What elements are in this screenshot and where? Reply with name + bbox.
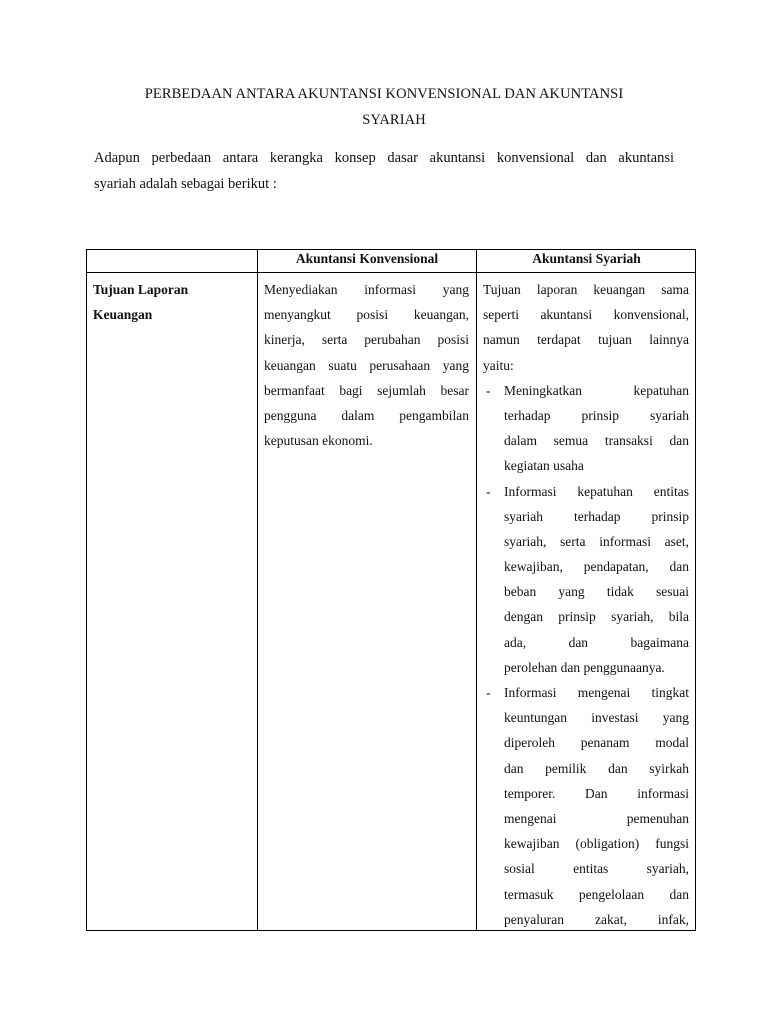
bullet-text-line: Informasi mengenai tingkat <box>504 685 689 700</box>
bullet-dash: - <box>486 685 491 700</box>
intro-paragraph-line-2: syariah adalah sebagai berikut : <box>94 176 277 192</box>
bullet-text-line: dengan prinsip syariah, bila <box>504 609 689 625</box>
bullet-text-line: keuntungan investasi yang <box>504 710 689 726</box>
cell-syariah <box>483 277 689 932</box>
bullet-text-line: syariah terhadap prinsip <box>504 508 689 524</box>
bullet-text-line: terhadap prinsip syariah <box>504 407 689 423</box>
cell-text-line: Tujuan laporan keuangan sama <box>483 282 689 297</box>
document-title-line-1: PERBEDAAN ANTARA AKUNTANSI KONVENSIONAL DAN AKUNTANSI <box>144 86 624 102</box>
bullet-text-line: temporer. Dan informasi <box>504 785 689 801</box>
cell-text-line: keuangan suatu perusahaan yang <box>264 357 469 373</box>
cell-text-line: namun terdapat tujuan lainnya <box>483 332 689 348</box>
bullet-text-line: Meningkatkan kepatuhan <box>504 382 689 398</box>
table-header-divider <box>86 272 696 273</box>
bullet-text-line: syariah, serta informasi aset, <box>504 533 689 549</box>
header-konvensional: Akuntansi Konvensional <box>295 251 439 266</box>
row-label-tujuan-laporan-keuangan <box>93 277 243 327</box>
bullet-text-line: dalam semua transaksi dan <box>504 433 689 449</box>
table-column-divider <box>257 249 258 931</box>
table-column-divider <box>476 249 477 931</box>
bullet-text-line: termasuk pengelolaan dan <box>504 886 689 902</box>
bullet-text-line: diperoleh penanam modal <box>504 735 689 751</box>
bullet-text-line: mengenai pemenuhan <box>504 810 689 826</box>
row-label-line: Keuangan <box>93 307 153 323</box>
cell-text-line: pengguna dalam pengambilan <box>264 407 469 423</box>
bullet-text-line: penyaluran zakat, infak, <box>504 911 689 927</box>
document-title-line-2: SYARIAH <box>362 112 426 128</box>
intro-paragraph-line-1: Adapun perbedaan antara kerangka konsep dasar akuntansi konvensional dan akuntansi <box>94 150 674 166</box>
header-syariah: Akuntansi Syariah <box>532 251 641 266</box>
cell-text-line: menyangkut posisi keuangan, <box>264 307 469 323</box>
bullet-text-line: dan pemilik dan syirkah <box>504 760 689 776</box>
bullet-text-line: ada, dan bagaimana <box>504 634 689 650</box>
bullet-text-line: kegiatan usaha <box>504 458 584 474</box>
bullet-dash: - <box>486 483 491 499</box>
row-label-line: Tujuan Laporan <box>93 282 189 297</box>
cell-konvensional <box>264 277 469 453</box>
cell-text-line: bermanfaat bagi sejumlah besar <box>264 382 469 398</box>
syariah-bullet-item <box>483 378 689 479</box>
cell-text-line: kinerja, serta perubahan posisi <box>264 332 469 348</box>
syariah-bullet-item <box>483 680 689 932</box>
cell-text-line: yaitu: <box>483 357 514 373</box>
bullet-text-line: beban yang tidak sesuai <box>504 584 689 600</box>
bullet-dash: - <box>486 382 491 398</box>
syariah-bullet-item <box>483 479 689 681</box>
bullet-text-line: perolehan dan penggunaanya. <box>504 659 665 675</box>
cell-text-line: seperti akuntansi konvensional, <box>483 307 689 323</box>
bullet-text-line: Informasi kepatuhan entitas <box>504 483 689 499</box>
cell-text-line: Menyediakan informasi yang <box>264 282 469 297</box>
bullet-text-line: sosial entitas syariah, <box>504 861 689 877</box>
cell-text-line: keputusan ekonomi. <box>264 433 373 449</box>
bullet-text-line: kewajiban, pendapatan, dan <box>504 559 689 575</box>
bullet-text-line: kewajiban (obligation) fungsi <box>504 836 689 852</box>
